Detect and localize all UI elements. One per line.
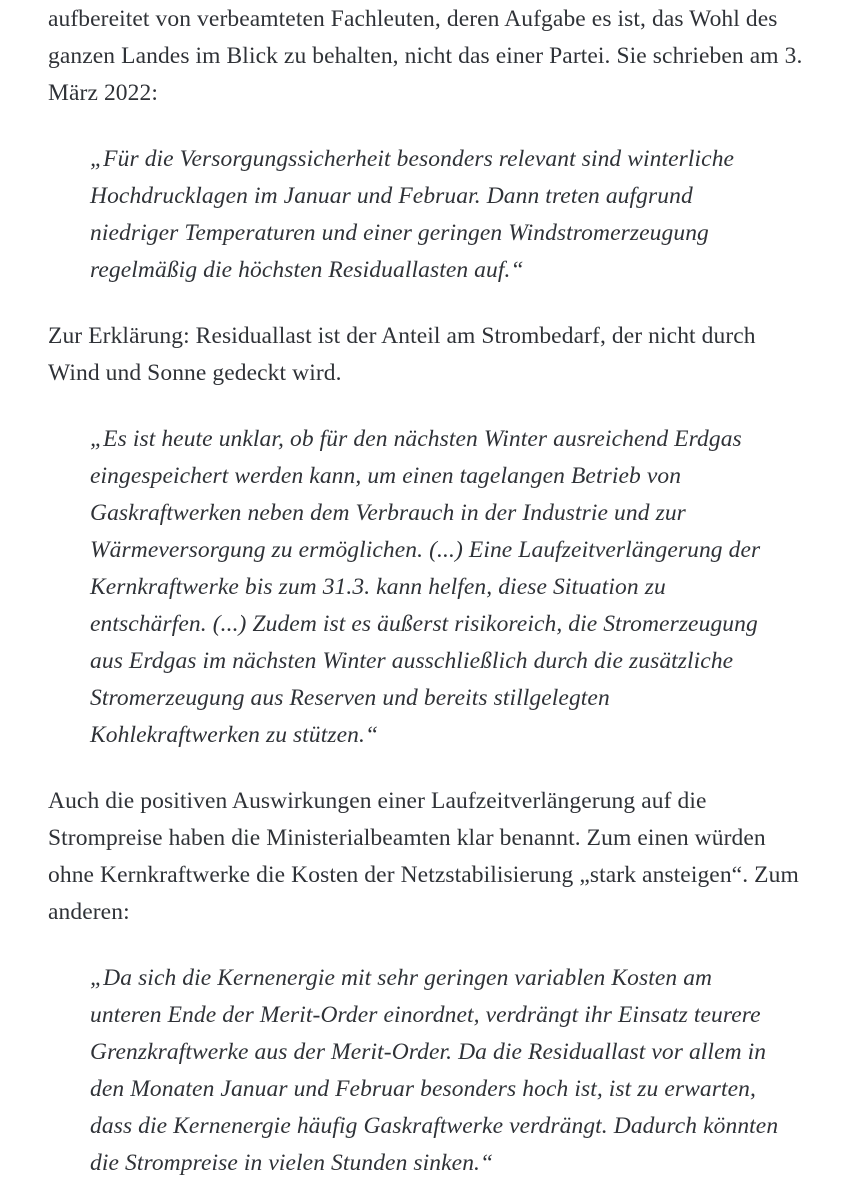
quote-versorgungssicherheit: „Für die Versorgungssicherheit besonders relevant sind winterliche Hochdrucklagen im Januar und Februar. Dann treten aufgrund niedriger Temperaturen und einer geringen Windstromerzeugung regelmäßig die höchsten Residuallasten auf.“ [90, 146, 735, 283]
paragraph-strompreise: Auch die positiven Auswirkungen einer Laufzeitverlängerung auf die Strompreise haben die Ministerialbeamten klar benannt. Zum einen würden ohne Kernkraftwerke die Kosten der Netzstabilisierung „stark ansteigen“. Zum anderen: [48, 788, 799, 925]
quote-merit-order: „Da sich die Kernenergie mit sehr geringen variablen Kosten am unteren Ende der Merit-Order einordnet, verdrängt ihr Einsatz teurere Grenzkraftwerke aus der Merit-Order. Da die Residuallast vor allem in den Monaten Januar und Februar besonders hoch ist, ist zu erwarten, dass die Kernenergie häufig Gaskraftwerke verdrängt. Dadurch könnten die Strompreise in vielen Stunden sinken.“ [90, 965, 779, 1176]
paragraph-intro: aufbereitet von verbeamteten Fachleuten, deren Aufgabe es ist, das Wohl des ganzen Landes im Blick zu behalten, nicht das einer Partei. Sie schrieben am 3. März 2022: [48, 6, 803, 106]
quote-erdgas-laufzeitverlaengerung: „Es ist heute unklar, ob für den nächsten Winter ausreichend Erdgas eingespeichert werden kann, um einen tagelangen Betrieb von Gaskraftwerken neben dem Verbrauch in der Industrie und zur Wärmeversorgung zu ermöglichen. (...) Eine Laufzeitverlängerung der Kernkraftwerke bis zum 31.3. kann helfen, diese Situation zu entschärfen. (...) Zudem ist es äußerst risikoreich, die Stromerzeugung aus Erdgas im nächsten Winter ausschließlich durch die zusätzliche Stromerzeugung aus Reserven und bereits stillgelegten Kohlekraftwerken zu stützen.“ [90, 426, 761, 748]
paragraph-erklaerung-residuallast: Zur Erklärung: Residuallast ist der Anteil am Strombedarf, der nicht durch Wind und Sonne gedeckt wird. [48, 323, 756, 386]
